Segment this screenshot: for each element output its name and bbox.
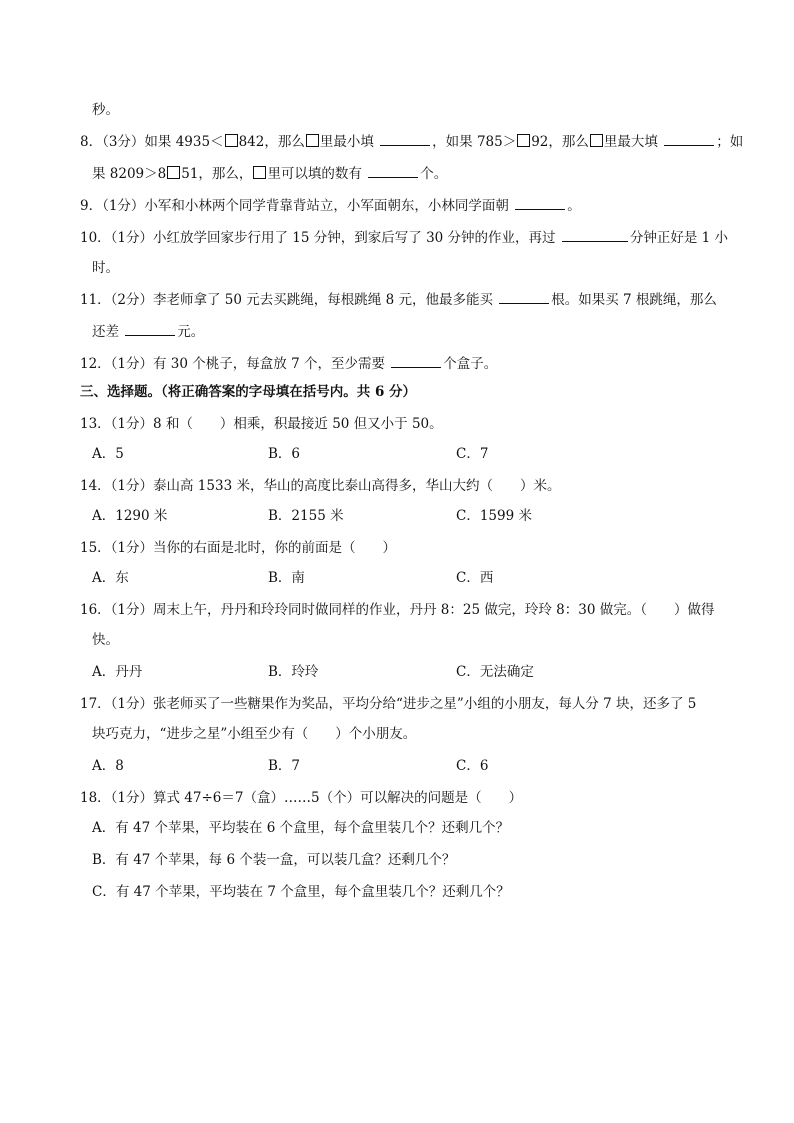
option-b[interactable]: B．玲玲: [268, 664, 319, 680]
question-10-line-2: 时。: [92, 260, 119, 276]
digit-box: [590, 134, 603, 147]
option-a[interactable]: A．8: [92, 758, 124, 774]
option-b[interactable]: B．有 47 个苹果，每 6 个装一盒，可以装几盒？还剩几个？: [92, 852, 456, 868]
question-9: 9．（1分）小军和小林两个同学背靠背站立，小军面朝东，小林同学面朝 。: [80, 198, 581, 214]
option-b[interactable]: B．6: [268, 446, 301, 462]
digit-box: [253, 166, 266, 179]
q7-tail: 秒。: [92, 102, 119, 118]
question-13-stem: 13．（1分）8 和（ ）相乘，积最接近 50 但又小于 50。: [80, 416, 443, 432]
option-b[interactable]: B．7: [268, 758, 301, 774]
answer-blank[interactable]: [380, 132, 430, 146]
digit-box: [225, 134, 238, 147]
question-12: 12．（1分）有 30 个桃子，每盒放 7 个，至少需要 个盒子。: [80, 356, 498, 372]
option-a[interactable]: A．东: [92, 570, 129, 586]
question-17-options: [92, 756, 692, 776]
option-c[interactable]: C．6: [456, 758, 489, 774]
question-17-stem-line-2: 块巧克力，“进步之星”小组至少有（ ）个小朋友。: [92, 726, 417, 742]
question-10-line-1: 10．（1分）小红放学回家步行用了 15 分钟，到家后写了 30 分钟的作业，再过 分钟正好是 1 小: [80, 230, 729, 246]
option-c[interactable]: C．西: [456, 570, 494, 586]
question-14-options: [92, 506, 692, 526]
option-b[interactable]: B．南: [268, 570, 305, 586]
answer-blank[interactable]: [125, 322, 175, 336]
question-8-line-2: 果 8209＞8 51，那么， 里可以填的数有 个。: [92, 166, 448, 182]
question-11-line-2: 还差 元。: [92, 324, 205, 340]
answer-blank[interactable]: [562, 228, 628, 242]
digit-box: [517, 134, 530, 147]
option-c[interactable]: C．无法确定: [456, 664, 534, 680]
question-13-options: [92, 444, 692, 464]
question-17-stem-line-1: 17．（1分）张老师买了一些糖果作为奖品，平均分给“进步之星”小组的小朋友，每人分 7 块，还多了 5: [80, 696, 697, 712]
option-c[interactable]: C．7: [456, 446, 489, 462]
question-8-line-1: 8．（3分）如果 4935＜ 842，那么 里最小填 ，如果 785＞ 92，那么 里最大填 ；如: [80, 134, 744, 150]
question-16-options: [92, 662, 692, 682]
question-15-stem: 15．（1分）当你的右面是北时，你的前面是（ ）: [80, 540, 397, 556]
question-14-stem: 14．（1分）泰山高 1533 米，华山的高度比泰山高得多，华山大约（ ）米。: [80, 478, 561, 494]
answer-blank[interactable]: [391, 354, 441, 368]
answer-blank[interactable]: [368, 164, 418, 178]
digit-box: [306, 134, 319, 147]
answer-blank[interactable]: [515, 196, 565, 210]
option-b[interactable]: B．2155 米: [268, 508, 344, 524]
option-c[interactable]: C．有 47 个苹果，平均装在 7 个盒里，每个盒里装几个？还剩几个？: [92, 884, 510, 900]
option-a[interactable]: A．1290 米: [92, 508, 168, 524]
question-16-stem-line-2: 快。: [92, 632, 119, 648]
answer-blank[interactable]: [499, 290, 549, 304]
option-a[interactable]: A．丹丹: [92, 664, 143, 680]
section-3-heading: 三、选择题。（将正确答案的字母填在括号内。共 6 分）: [80, 384, 417, 400]
option-a[interactable]: A．有 47 个苹果，平均装在 6 个盒里，每个盒里装几个？还剩几个？: [92, 820, 510, 836]
question-16-stem-line-1: 16．（1分）周末上午，丹丹和玲玲同时做同样的作业，丹丹 8：25 做完，玲玲 8：30 做完。（ ）做得: [80, 602, 715, 618]
answer-blank[interactable]: [664, 132, 714, 146]
question-15-options: [92, 568, 692, 588]
option-a[interactable]: A．5: [92, 446, 124, 462]
digit-box: [167, 166, 180, 179]
option-c[interactable]: C．1599 米: [456, 508, 532, 524]
question-11-line-1: 11．（2分）李老师拿了 50 元去买跳绳，每根跳绳 8 元，他最多能买 根。如果买 7 根跳绳，那么: [80, 292, 717, 308]
question-18-stem: 18．（1分）算式 47÷6＝7（盒）……5（个）可以解决的问题是（ ）: [80, 790, 523, 806]
